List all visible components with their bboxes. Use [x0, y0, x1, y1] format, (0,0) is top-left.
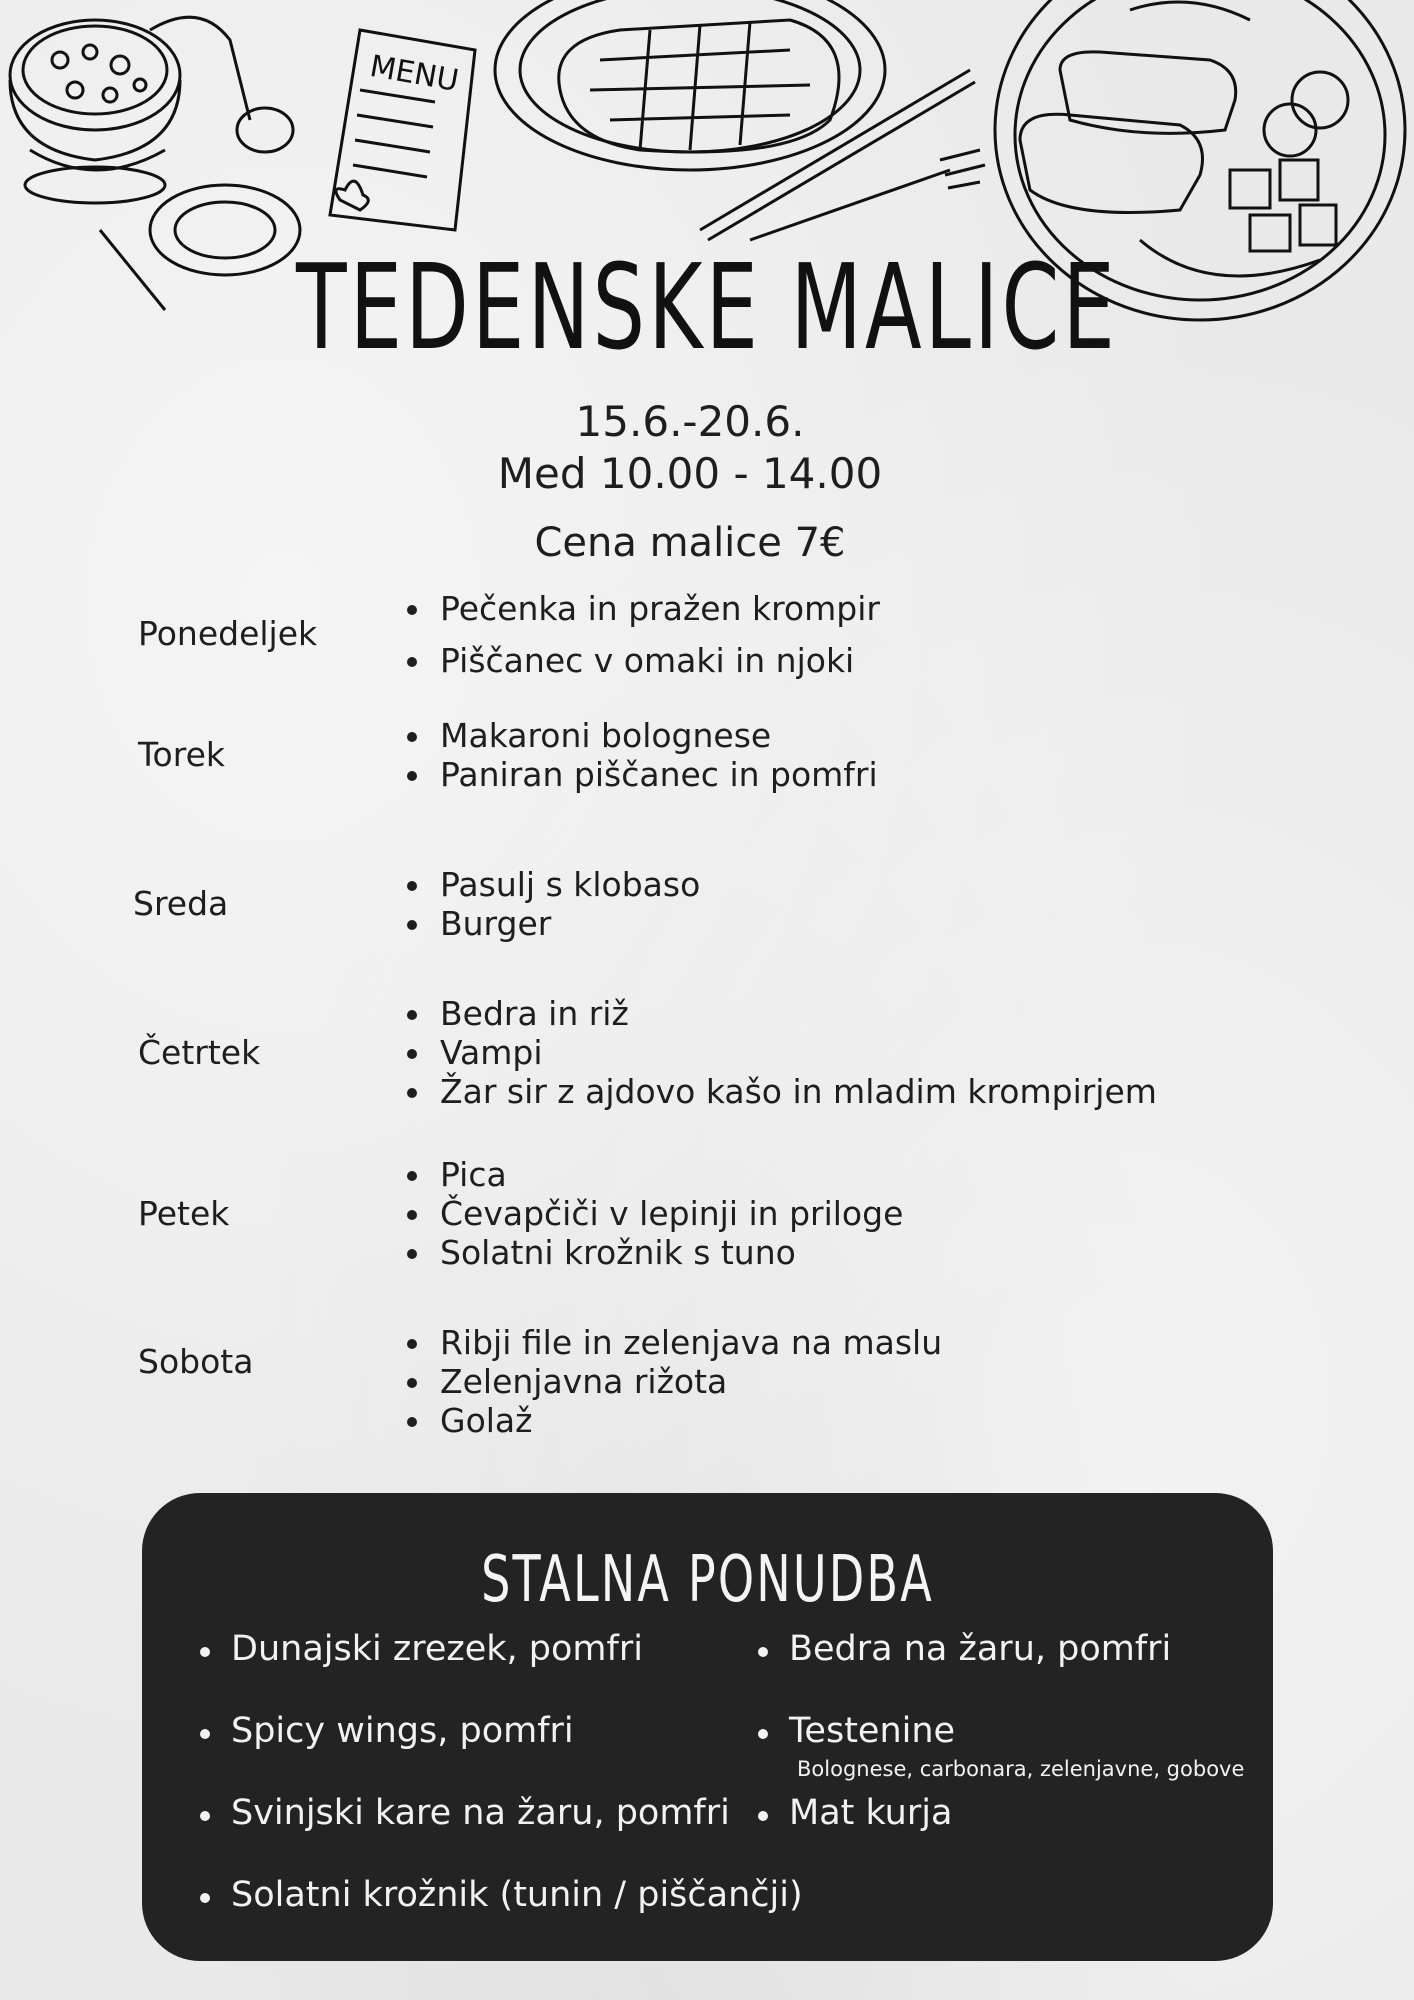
list-item: Makaroni bolognese	[440, 716, 878, 755]
list-item: Mat kurja	[789, 1793, 953, 1833]
day-label-tuesday: Torek	[138, 735, 225, 774]
list-item: Solatni krožnik s tuno	[440, 1233, 903, 1272]
list-item: Žar sir z ajdovo kašo in mladim krompirjem	[440, 1072, 1157, 1111]
list-item: Piščanec v omaki in njoki	[440, 641, 880, 680]
list-item: Pasulj s klobaso	[440, 865, 701, 904]
list-item: Paniran piščanec in pomfri	[440, 755, 878, 794]
list-item: Pečenka in pražen krompir	[440, 589, 880, 628]
list-item: Testenine	[789, 1711, 956, 1751]
list-item: Vampi	[440, 1033, 1157, 1072]
day-items-thursday	[440, 994, 1157, 1111]
date-range: 15.6.-20.6.	[575, 397, 805, 446]
list-item: Golaž	[440, 1401, 942, 1440]
list-item: Solatni krožnik (tunin / piščančji)	[231, 1875, 803, 1915]
day-items-monday	[440, 589, 880, 680]
serving-hours: Med 10.00 - 14.00	[497, 449, 883, 498]
standing-offer-panel	[142, 1493, 1273, 1961]
list-item: Zelenjavna rižota	[440, 1362, 942, 1401]
list-item: Spicy wings, pomfri	[231, 1711, 574, 1751]
menu-sign-text: MENU	[367, 48, 462, 99]
list-item: Ribji file in zelenjava na maslu	[440, 1323, 943, 1362]
meal-price: Cena malice 7€	[534, 520, 846, 566]
list-item: Bedra na žaru, pomfri	[789, 1629, 1172, 1669]
list-item: Svinjski kare na žaru, pomfri	[231, 1793, 730, 1833]
day-label-thursday: Četrtek	[138, 1033, 261, 1072]
day-label-friday: Petek	[138, 1194, 230, 1233]
day-items-saturday	[440, 1323, 942, 1440]
day-items-wednesday	[440, 865, 700, 943]
list-item: Bedra in riž	[440, 994, 1157, 1033]
list-item: Dunajski zrezek, pomfri	[231, 1629, 643, 1669]
day-label-wednesday: Sreda	[133, 884, 229, 923]
pasta-options-note: Bolognese, carbonara, zelenjavne, gobove	[797, 1757, 1245, 1781]
page-title: TEDENSKE MALICE	[296, 238, 1118, 376]
list-item: Burger	[440, 904, 700, 943]
list-item: Pica	[440, 1155, 903, 1194]
cutlery-icon	[690, 50, 990, 250]
list-item: Čevapčiči v lepinji in priloge	[440, 1194, 904, 1233]
menu-card-icon	[315, 20, 485, 240]
day-label-monday: Ponedeljek	[138, 614, 318, 653]
standing-offer-title: STALNA PONUDBA	[481, 1543, 934, 1617]
day-label-saturday: Sobota	[138, 1342, 254, 1381]
day-items-friday	[440, 1155, 903, 1272]
day-items-tuesday	[440, 716, 878, 794]
